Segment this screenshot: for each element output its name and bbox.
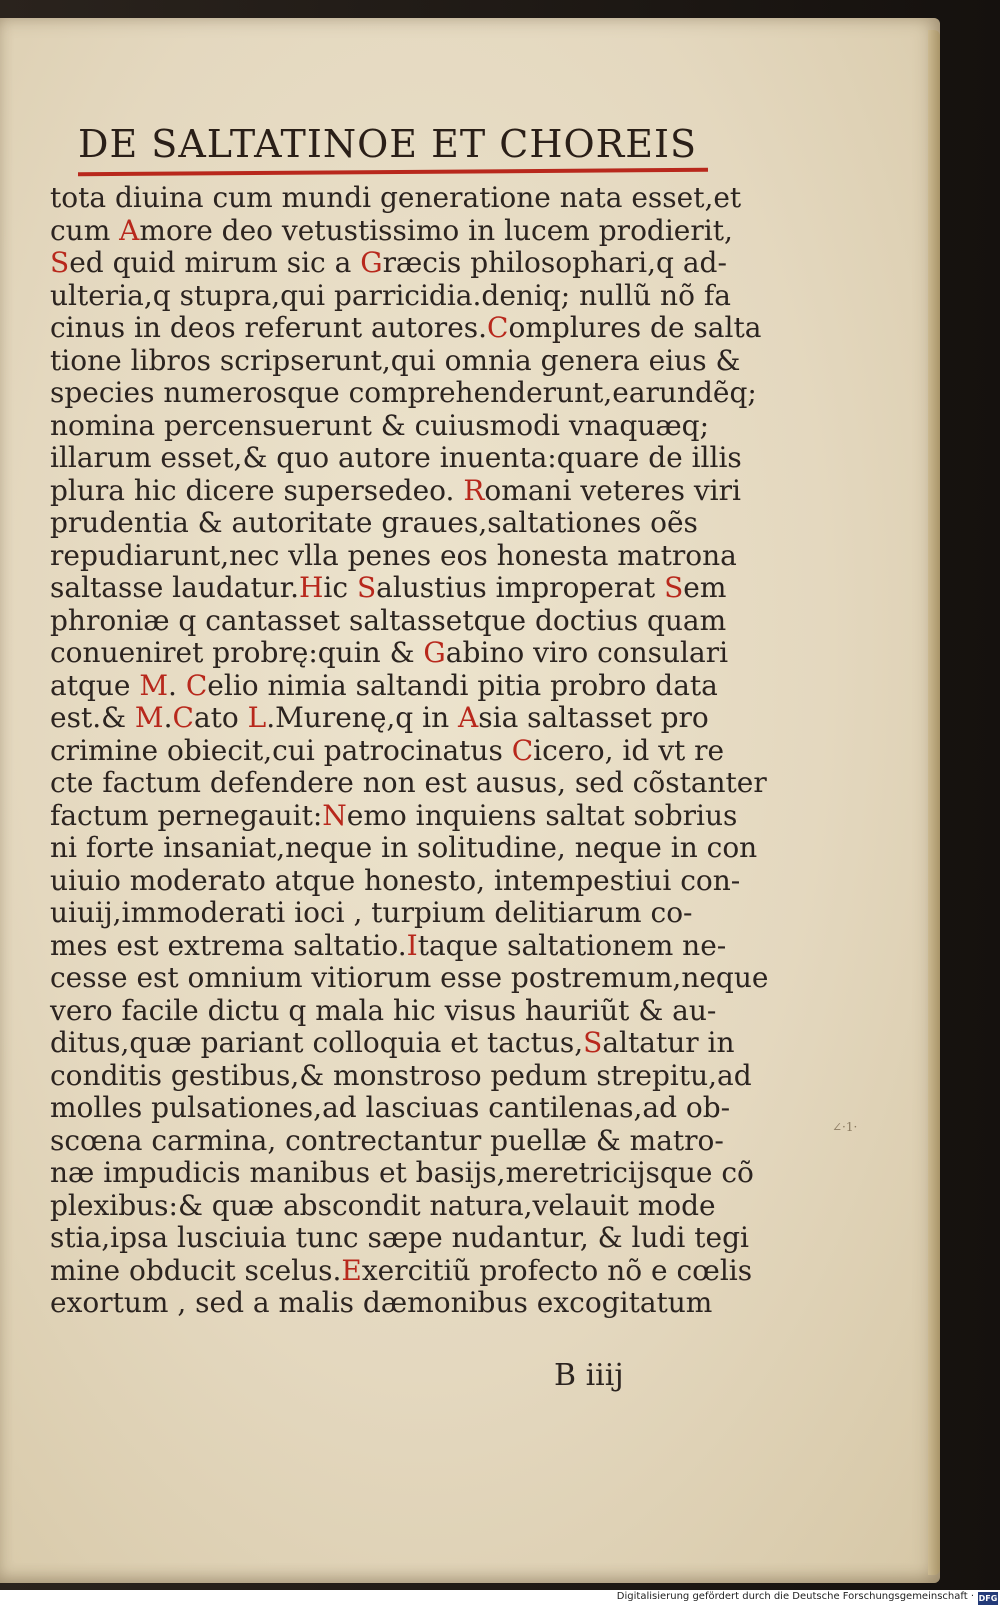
text-line xyxy=(50,930,740,963)
text-segment: cesse est omnium vitiorum esse postremum,neque xyxy=(50,961,769,994)
text-segment: more deo vetustissimo in lucem prodierit, xyxy=(139,213,733,247)
text-segment: em xyxy=(683,571,727,604)
text-segment: ulteria,q stupra,qui parricidia.deniq; nullũ nõ fa xyxy=(50,278,731,312)
text-segment: sia saltasset pro xyxy=(478,701,709,734)
text-segment: cinus in deos referunt autores. xyxy=(50,311,488,344)
text-segment: uiuij,immoderati ioci , turpium delitiarum co- xyxy=(50,896,693,929)
text-line xyxy=(50,1092,740,1125)
text-segment: nomina percensuerunt & cuiusmodi vnaquæq; xyxy=(50,408,710,442)
rubricated-initial: G xyxy=(360,246,383,279)
signature-mark: B iiij xyxy=(554,1358,624,1393)
text-segment: omplures de salta xyxy=(508,311,762,344)
text-segment: .Murenę,q in xyxy=(266,701,459,734)
rubricated-initial: C xyxy=(487,311,509,344)
text-line xyxy=(50,442,740,475)
text-line xyxy=(50,376,757,410)
text-segment: illarum esset,& quo autore inuenta:quare de illis xyxy=(50,441,742,474)
rubricated-initial: R xyxy=(463,473,485,507)
text-segment: uiuio moderato atque honesto, intempestiui con- xyxy=(50,863,741,897)
text-line xyxy=(50,311,762,345)
text-line xyxy=(50,182,740,215)
rubricated-initial: E xyxy=(341,1253,362,1287)
text-segment: . xyxy=(168,668,186,702)
running-head: DE SALTATINOE ET CHOREIS xyxy=(78,122,698,166)
text-line xyxy=(50,1287,740,1320)
text-segment: tione libros scripserunt,qui omnia genera eius & xyxy=(50,343,741,377)
text-segment: cum xyxy=(50,213,120,247)
page-edge xyxy=(928,30,940,1575)
text-line xyxy=(50,410,740,443)
rubricated-initial: L xyxy=(247,701,267,734)
text-line xyxy=(50,1027,740,1060)
text-segment: conditis gestibus,& monstroso pedum strepitu,ad xyxy=(50,1058,752,1092)
text-line xyxy=(50,1190,740,1223)
text-segment: altatur in xyxy=(602,1026,735,1059)
text-line xyxy=(50,897,740,930)
text-segment: ed quid mirum sic a xyxy=(69,246,361,279)
text-line xyxy=(50,540,740,573)
rubricated-initial: S xyxy=(356,571,377,604)
text-segment: ditus,quæ pariant colloquia et tactus, xyxy=(50,1026,584,1059)
rubricated-initial: G xyxy=(423,636,446,669)
text-line xyxy=(50,1253,753,1288)
rubricated-initial: A xyxy=(119,213,140,247)
rubricated-initial: A xyxy=(458,701,479,734)
text-line xyxy=(50,766,767,800)
text-segment: molles pulsationes,ad lasciuas cantilenas,ad ob- xyxy=(50,1091,731,1124)
text-line xyxy=(50,995,740,1028)
text-line xyxy=(50,702,740,735)
text-segment: plexibus:& quæ abscondit natura,velauit mode xyxy=(50,1188,716,1222)
text-segment: tota diuina cum mundi generatione nata esset,et xyxy=(50,181,742,214)
text-line xyxy=(50,215,740,248)
text-segment: est.& xyxy=(50,701,135,734)
text-segment: elio nimia saltandi pitia probro data xyxy=(207,668,718,702)
text-line xyxy=(50,1221,749,1255)
text-segment: næ impudicis manibus et basijs,meretricijsque cõ xyxy=(50,1156,754,1189)
margin-mark: ∠·1· xyxy=(832,1120,858,1134)
text-segment: mes est extrema saltatio. xyxy=(50,928,407,962)
rubricated-initial: C xyxy=(511,733,534,767)
rubricated-initial: I xyxy=(406,928,418,962)
text-line xyxy=(50,572,740,605)
text-line xyxy=(50,735,740,768)
text-segment: exortum , sed a malis dæmonibus excogitatum xyxy=(50,1286,713,1319)
rubricated-initial: C xyxy=(185,668,208,702)
text-segment: emo inquiens saltat sobrius xyxy=(346,798,738,832)
text-line xyxy=(50,831,758,865)
text-segment: conueniret probrę:quin & xyxy=(50,636,424,669)
text-segment: icero, id vt re xyxy=(533,733,725,767)
body-text xyxy=(50,181,769,1320)
text-segment: ni forte insaniat,neque in solitudine, neque in con xyxy=(50,831,758,864)
rubricated-initial: S xyxy=(664,571,684,604)
text-line xyxy=(50,1156,754,1190)
text-segment: repudiarunt,nec vlla penes eos honesta matrona xyxy=(50,538,737,572)
text-line xyxy=(50,345,740,378)
rubricated-initial: M xyxy=(139,668,169,702)
text-segment: plura hic dicere supersedeo. xyxy=(50,473,464,507)
text-segment: scœna carmina, contrectantur puellæ & matro- xyxy=(50,1123,724,1157)
text-segment: ic xyxy=(323,571,357,604)
text-line xyxy=(50,475,740,508)
text-segment: phroniæ q cantasset saltassetque doctius quam xyxy=(50,603,727,637)
text-segment: cte factum defendere non est ausus, sed cõstanter xyxy=(50,766,767,799)
text-line xyxy=(50,637,740,670)
text-segment: ræcis philosophari,q ad- xyxy=(382,246,727,279)
text-line xyxy=(50,507,740,540)
rubricated-initial: N xyxy=(322,798,347,832)
rubricated-initial: C xyxy=(172,701,194,734)
text-segment: species numerosque comprehenderunt,earundẽq; xyxy=(50,376,757,409)
text-line xyxy=(50,247,740,280)
text-segment: stia,ipsa lusciuia tunc sæpe nudantur, & ludi tegi xyxy=(50,1221,749,1254)
text-line xyxy=(50,961,769,995)
dfg-logo: DFG xyxy=(978,1594,998,1603)
text-segment: ato xyxy=(193,701,248,734)
text-segment: atque xyxy=(50,668,140,702)
rubricated-initial: H xyxy=(298,571,324,604)
text-segment: xercitiũ profecto nõ e cœlis xyxy=(361,1253,753,1287)
text-line xyxy=(50,1058,752,1093)
text-segment: taque saltationem ne- xyxy=(417,928,727,962)
text-segment: factum pernegauit: xyxy=(50,798,323,832)
text-segment: abino viro consulari xyxy=(445,636,729,669)
text-line xyxy=(50,865,740,898)
text-line xyxy=(50,800,740,833)
text-segment: omani veteres viri xyxy=(484,473,741,507)
text-line xyxy=(50,605,740,638)
text-segment: vero facile dictu q mala hic visus hauriũt & au- xyxy=(50,993,717,1027)
text-segment: . xyxy=(163,701,173,734)
footer-credit: Digitalisierung gefördert durch die Deutsche Forschungsgemeinschaft · xyxy=(616,1591,974,1602)
rubricated-initial: S xyxy=(583,1026,603,1059)
rubricated-initial: M xyxy=(134,701,164,734)
rubricated-initial: S xyxy=(50,246,70,279)
text-line xyxy=(50,1125,740,1158)
text-line xyxy=(50,280,740,313)
text-segment: crimine obiecit,cui patrocinatus xyxy=(50,733,512,767)
text-segment: mine obducit scelus. xyxy=(50,1253,342,1287)
text-segment: alustius improperat xyxy=(376,571,665,604)
text-segment: saltasse laudatur. xyxy=(50,571,299,604)
text-line xyxy=(50,670,740,703)
text-segment: prudentia & autoritate graues,saltationes oẽs xyxy=(50,506,698,539)
